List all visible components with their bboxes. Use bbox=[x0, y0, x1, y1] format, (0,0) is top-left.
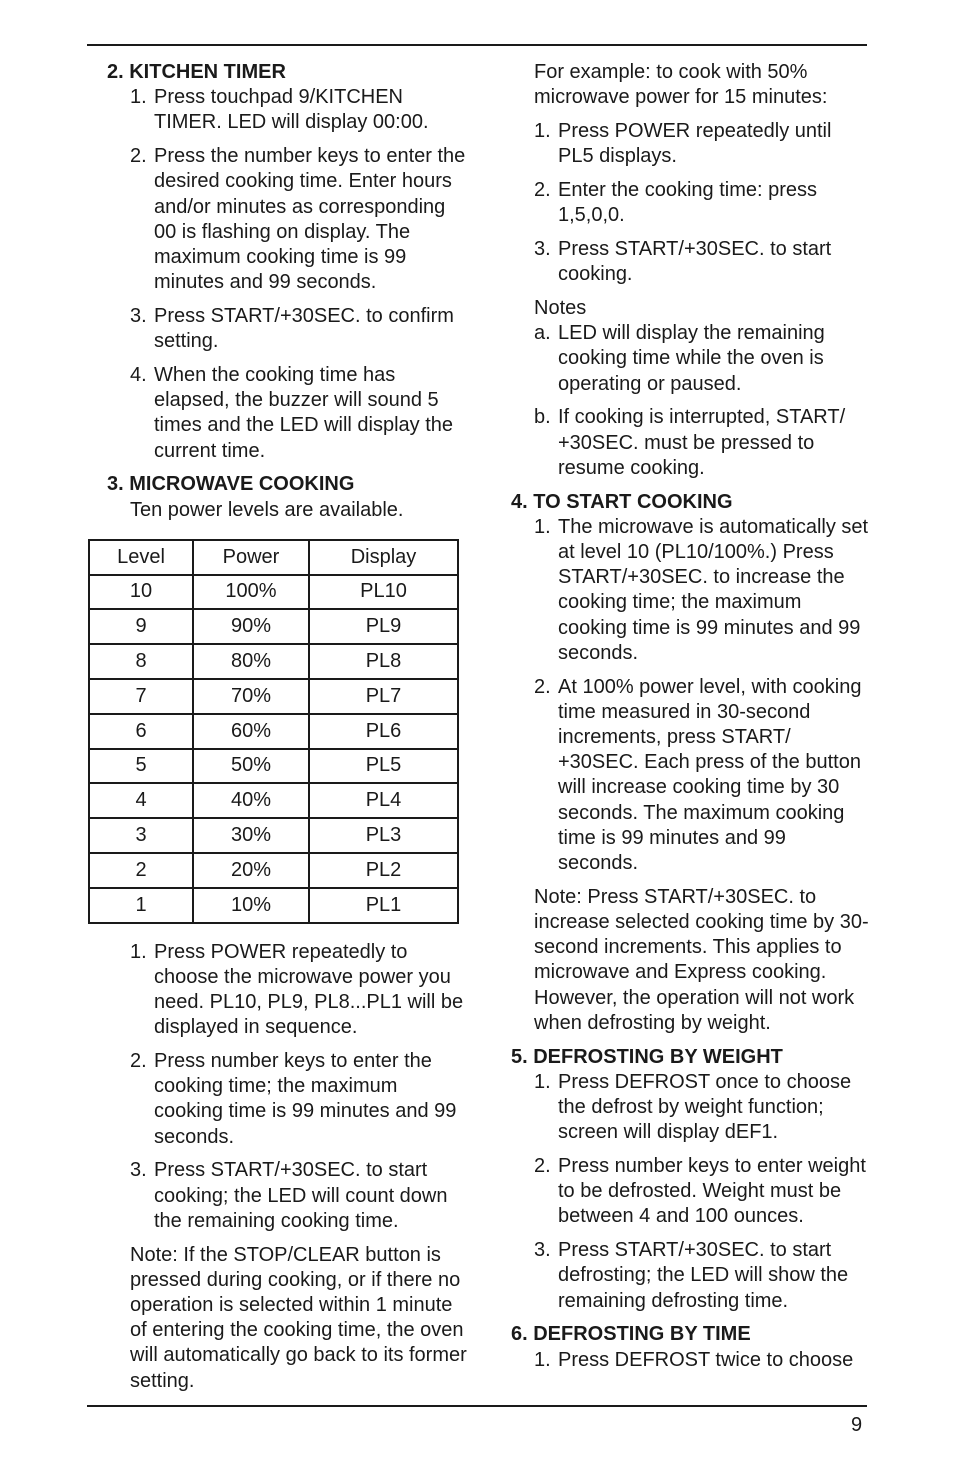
example-intro: For example: to cook with 50% microwave power for 15 minutes: bbox=[534, 61, 828, 109]
bottom-rule bbox=[87, 1405, 867, 1407]
notes-list bbox=[511, 321, 871, 481]
table-row: 2 20% PL2 bbox=[89, 853, 458, 888]
table-header-row bbox=[89, 540, 458, 575]
notes-label: Notes bbox=[534, 297, 587, 319]
list-item: 3. Press START/+30SEC. to start cooking; the LED will count down the remaining cooking time. bbox=[130, 1159, 448, 1232]
table-header-display: Display bbox=[309, 540, 458, 575]
table-row: 7 70% PL7 bbox=[89, 679, 458, 714]
list-item: 3. Press START/+30SEC. to confirm setting. bbox=[130, 305, 454, 353]
to-start-cooking-steps bbox=[511, 515, 871, 876]
defrost-weight-steps bbox=[511, 1070, 871, 1314]
defrost-weight-heading: 5. DEFROSTING BY WEIGHT bbox=[511, 1045, 783, 1068]
table-row: 6 60% PL6 bbox=[89, 714, 458, 749]
list-item: 1. Press POWER repeatedly to choose the microwave power you need. PL10, PL9, PL8...PL1 will be displayed in sequence. bbox=[130, 940, 464, 1039]
right-column bbox=[511, 60, 871, 1373]
list-item: 1. Press DEFROST once to choose the defrost by weight function; screen will display dEF1. bbox=[534, 1070, 852, 1144]
table-row: 8 80% PL8 bbox=[89, 644, 458, 679]
table-row: 9 90% PL9 bbox=[89, 609, 458, 644]
example-steps bbox=[511, 119, 871, 287]
left-column bbox=[107, 60, 467, 1394]
to-start-cooking-heading: 4. TO START COOKING bbox=[511, 490, 733, 513]
list-item: 1. Press touchpad 9/KITCHEN TIMER. LED will display 00:00. bbox=[130, 86, 429, 134]
list-item: b. If cooking is interrupted, START/ +30SEC. must be pressed to resume cooking. bbox=[534, 406, 846, 479]
list-item: 1. Press DEFROST twice to choose bbox=[534, 1348, 854, 1371]
table-row: 4 40% PL4 bbox=[89, 783, 458, 818]
table-row: 10 100% PL10 bbox=[89, 575, 458, 610]
table-row: 5 50% PL5 bbox=[89, 749, 458, 784]
page-number: 9 bbox=[851, 1414, 863, 1436]
table-header-power: Power bbox=[193, 540, 309, 575]
list-item: 1. Press POWER repeatedly until PL5 displays. bbox=[534, 120, 832, 168]
list-item: 2. Press number keys to enter the cooking time; the maximum cooking time is 99 minutes and 99 seconds. bbox=[130, 1050, 457, 1148]
list-item: 2. Enter the cooking time: press 1,5,0,0. bbox=[534, 179, 818, 227]
list-item: 3. Press START/+30SEC. to start defrosting; the LED will show the remaining defrosting time. bbox=[534, 1239, 849, 1312]
list-item: 4. When the cooking time has elapsed, the buzzer will sound 5 times and the LED will display the current time. bbox=[130, 364, 454, 462]
defrost-time-steps bbox=[511, 1348, 871, 1373]
table-header-level: Level bbox=[89, 540, 193, 575]
microwave-cooking-note: Note: If the STOP/CLEAR button is pressed during cooking, or if there no operation is selected within 1 minute of entering the cooking time, the oven will automatically go back to its former setting. bbox=[130, 1243, 467, 1392]
kitchen-timer-steps bbox=[107, 85, 467, 464]
table-row: 3 30% PL3 bbox=[89, 818, 458, 853]
list-item: 2. Press number keys to enter weight to be defrosted. Weight must be between 4 and 100 ounces. bbox=[534, 1155, 866, 1228]
list-item: a. LED will display the remaining cooking time while the oven is operating or paused. bbox=[534, 322, 825, 395]
list-item: 1. The microwave is automatically set at level 10 (PL10/100%.) Press START/+30SEC. to increase the cooking time; the maximum cooking time is 99 minutes and 99 seconds. bbox=[534, 515, 869, 664]
to-start-cooking-note: Note: Press START/+30SEC. to increase selected cooking time by 30-second increments. This applies to microwave and Express cooking. However, the operation will not work when defrosting by weight. bbox=[534, 885, 869, 1034]
microwave-cooking-steps bbox=[107, 940, 467, 1234]
defrost-time-heading: 6. DEFROSTING BY TIME bbox=[511, 1323, 751, 1346]
list-item: 2. Press the number keys to enter the desired cooking time. Enter hours and/or minutes as corresponding 00 is flashing on display. The maximum cooking time is 99 minutes and 99 seconds. bbox=[130, 145, 466, 294]
list-item: 3. Press START/+30SEC. to start cooking. bbox=[534, 238, 832, 286]
kitchen-timer-heading: 2. KITCHEN TIMER bbox=[107, 61, 286, 83]
power-level-table bbox=[88, 539, 459, 924]
top-rule bbox=[87, 44, 867, 46]
table-row: 1 10% PL1 bbox=[89, 888, 458, 923]
microwave-cooking-heading: 3. MICROWAVE COOKING bbox=[107, 473, 355, 496]
microwave-cooking-intro: Ten power levels are available. bbox=[130, 498, 404, 521]
list-item: 2. At 100% power level, with cooking time measured in 30-second increments, press START/ +30SEC. Each press of the button will increase cooking time by 30 seconds. The maximum cooking time is 99 minutes and 99 seconds. bbox=[534, 675, 862, 875]
